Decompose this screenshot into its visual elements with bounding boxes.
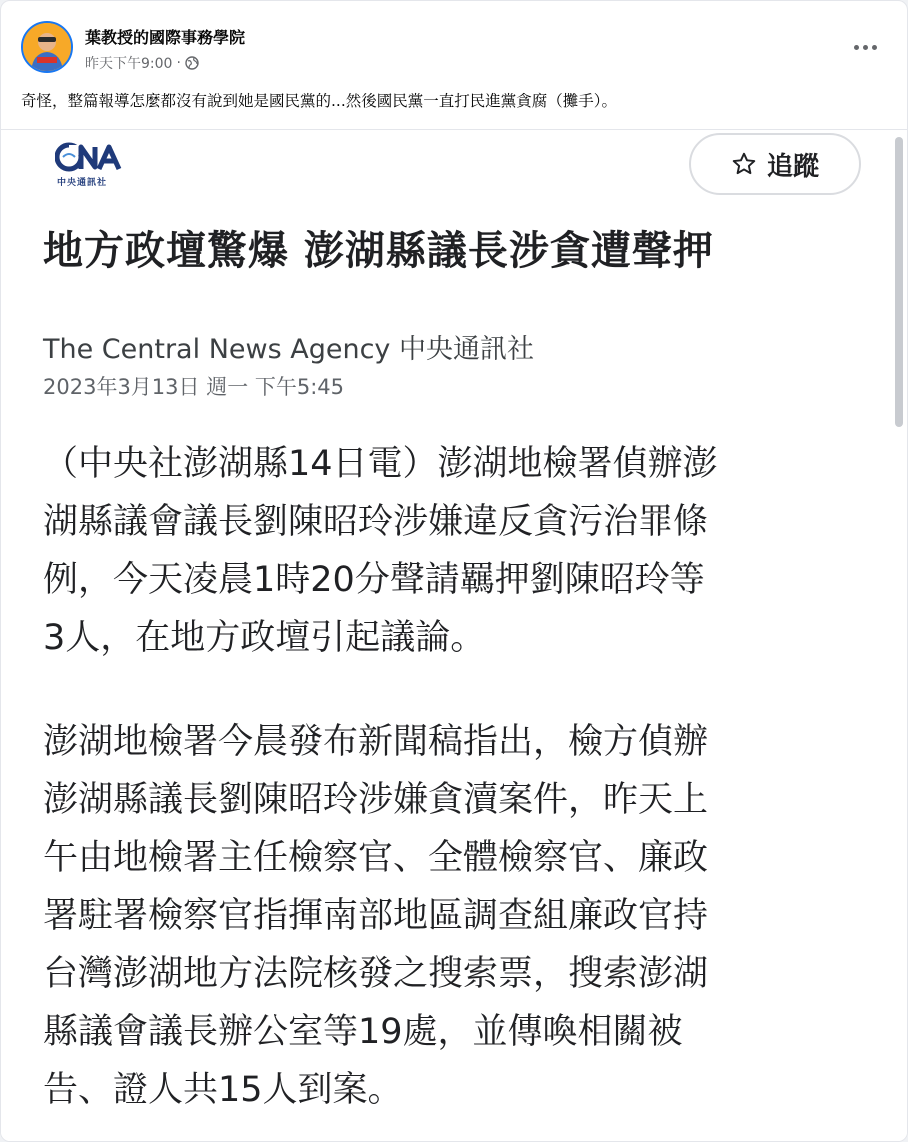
- paragraph-line: 3人，在地方政壇引起議論。: [43, 618, 486, 658]
- star-icon: [731, 151, 757, 177]
- more-options-button[interactable]: [847, 29, 883, 65]
- article-paragraph-2: [43, 713, 873, 1119]
- scrollbar[interactable]: [895, 137, 903, 427]
- post-timestamp[interactable]: 昨天下午9:00: [85, 56, 173, 72]
- paragraph-line: 例，今天凌晨1時20分聲請羈押劉陳昭玲等: [43, 560, 705, 600]
- paragraph-line: 縣議會議長辦公室等19處，並傳喚相關被: [43, 1012, 683, 1052]
- post-meta: [85, 53, 199, 73]
- paragraph-line: 澎湖地檢署今晨發布新聞稿指出，檢方偵辦: [43, 722, 709, 762]
- meta-separator: ·: [176, 55, 181, 71]
- paragraph-line: 澎湖縣議長劉陳昭玲涉嫌貪瀆案件，昨天上: [43, 780, 709, 820]
- paragraph-line: 署駐署檢察官指揮南部地區調查組廉政官持: [43, 896, 709, 936]
- more-options-icon: [854, 45, 877, 50]
- post-header: [1, 1, 908, 131]
- paragraph-line: 告、證人共15人到案。: [43, 1070, 403, 1110]
- paragraph-line: （中央社澎湖縣14日電）澎湖地檢署偵辦澎: [43, 444, 718, 484]
- article-date: 2023年3月13日 週一 下午5:45: [43, 375, 345, 399]
- paragraph-line: 台灣澎湖地方法院核發之搜索票，搜索澎湖: [43, 954, 709, 994]
- paragraph-line: 湖縣議會議長劉陳昭玲涉嫌違反貪污治罪條: [43, 502, 709, 542]
- article-paragraph-1: [43, 435, 873, 667]
- post-message: 奇怪，整篇報導怎麼都沒有說到她是國民黨的...然後國民黨一直打民進黨貪腐（攤手）。: [21, 92, 618, 110]
- cna-logo-caption: 中央通訊社: [57, 178, 108, 188]
- globe-icon[interactable]: [185, 56, 199, 70]
- paragraph-line: 午由地檢署主任檢察官、全體檢察官、廉政: [43, 838, 709, 878]
- page-avatar[interactable]: [21, 21, 73, 73]
- follow-button[interactable]: [689, 133, 861, 195]
- article-headline: 地方政壇驚爆 澎湖縣議長涉貪遭聲押: [43, 228, 714, 274]
- follow-label: 追蹤: [766, 151, 819, 182]
- page-name[interactable]: 葉教授的國際事務學院: [85, 28, 246, 47]
- article-source: The Central News Agency 中央通訊社: [43, 334, 534, 365]
